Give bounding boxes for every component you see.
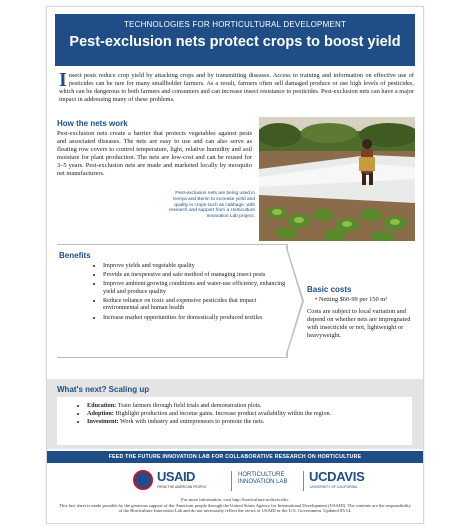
header-banner — [55, 14, 415, 66]
drop-cap: I — [59, 69, 67, 91]
next-item-label: Investment: — [87, 418, 119, 425]
usaid-seal-icon — [133, 470, 153, 490]
intro-paragraph — [59, 69, 414, 104]
footer-disclaimer: This fact sheet is made possible by the generous support of the American people through the United States Agency for International Development (USAID). The contents are the responsibility of the Horticulture Innovation Lab and do not necessarily reflect the views of USAID or the U.S. Government. Updated 05/14. — [59, 502, 411, 514]
next-section — [47, 379, 423, 449]
benefit-item: • Improve ambient growing conditions and water-use efficiency, enhancing yield and produce quality — [103, 280, 287, 295]
benefits-box — [57, 244, 288, 358]
ucdavis-logo: UCDAVIS — [309, 469, 365, 484]
hil-line1: HORTICULTURE — [238, 472, 285, 478]
hil-line2: INNOVATION LAB — [238, 479, 288, 485]
usaid-logo: USAID — [157, 469, 195, 484]
photo-caption: Pest-exclusion nets are being used in Kenya and Benin to increase yield and quality in crops such as cabbage, with research and support from a Horticulture Innovation Lab project. — [168, 191, 255, 220]
how-text: Pest-exclusion nets create a barrier that protects vegetables against pests and associated diseases. The nets are easy to use and can also serve as floating row covers to control temperature, light, relative humidity and soil moisture for plant production. The nets are low-cost and can be reused for 3–5 years. Pest-exclusion nets are made and marketed locally by mosquito net manufacturers. — [57, 130, 252, 177]
intro-text: nsect pests reduce crop yield by attacking crops and by transmitting diseases. Access to training and information on effective use of pesticides can be rare for many smallholder farmers. As a result, farmers often sell damaged produce or use high levels of pesticides, which can be dangerous to both farmers and consumers and can increase insect resistance to pesticides. Pest-exclusion nets can have a major impact in addressing many of these problems. — [59, 72, 414, 103]
costs-section — [307, 285, 415, 340]
next-item-text: Work with industry and entrepreneurs to promote the nets. — [118, 418, 265, 425]
next-box — [57, 397, 412, 445]
logo-bar — [47, 465, 423, 495]
ucdavis-tagline: UNIVERSITY OF CALIFORNIA — [310, 485, 358, 489]
costs-heading: Basic costs — [307, 285, 352, 294]
footer — [57, 497, 413, 514]
costs-note: Costs are subject to local variation and depend on whether nets are impregnated with insecticide or not, lightweight or heavyweight. — [307, 308, 411, 339]
benefits-heading: Benefits — [59, 251, 91, 260]
benefit-item: • Improve yields and vegetable quality — [103, 262, 287, 270]
benefit-item: • Reduce reliance on toxic and expensive pesticides that impact environmental and human health — [103, 297, 287, 312]
hil-logo — [238, 472, 287, 486]
page-title: Pest-exclusion nets protect crops to boost yield — [69, 34, 401, 50]
next-item — [87, 418, 412, 426]
next-item — [87, 410, 412, 418]
next-heading: What's next? Scaling up — [57, 385, 150, 394]
benefits-arrow-fill — [285, 245, 302, 357]
logo-divider — [303, 471, 304, 491]
program-banner: FEED THE FUTURE INNOVATION LAB FOR COLLABORATIVE RESEARCH ON HORTICULTURE — [47, 451, 423, 463]
next-item-label: Adoption: — [87, 410, 114, 417]
field-photo-illustration — [259, 117, 415, 241]
benefits-list — [57, 262, 287, 321]
how-section — [57, 119, 252, 178]
next-item — [87, 402, 412, 410]
benefit-item: • Provide an inexpensive and safe method of managing insect pests — [103, 271, 287, 279]
next-item-text: Highlight production and income gains. Increase product availability within the region. — [113, 410, 332, 417]
next-item-text: Train farmers through field trials and demonstration plots. — [116, 402, 262, 409]
field-photo — [259, 117, 415, 241]
benefit-item: • Increase market opportunities for domestically produced textiles — [103, 314, 287, 322]
next-item-label: Education: — [87, 402, 117, 409]
usaid-tagline: FROM THE AMERICAN PEOPLE — [157, 485, 207, 489]
next-list — [57, 397, 412, 426]
header-kicker: TECHNOLOGIES FOR HORTICULTURAL DEVELOPMENT — [123, 20, 347, 29]
fact-sheet — [46, 6, 424, 524]
costs-item: • Netting $60-99 per 150 m² — [315, 296, 388, 303]
footer-more-info: For more information, visit http://horticulture.ucdavis.edu. — [181, 497, 289, 502]
costs-item-text: Netting $60-99 per 150 m² — [318, 296, 388, 303]
logo-divider — [231, 471, 232, 491]
how-heading: How the nets work — [57, 119, 128, 128]
